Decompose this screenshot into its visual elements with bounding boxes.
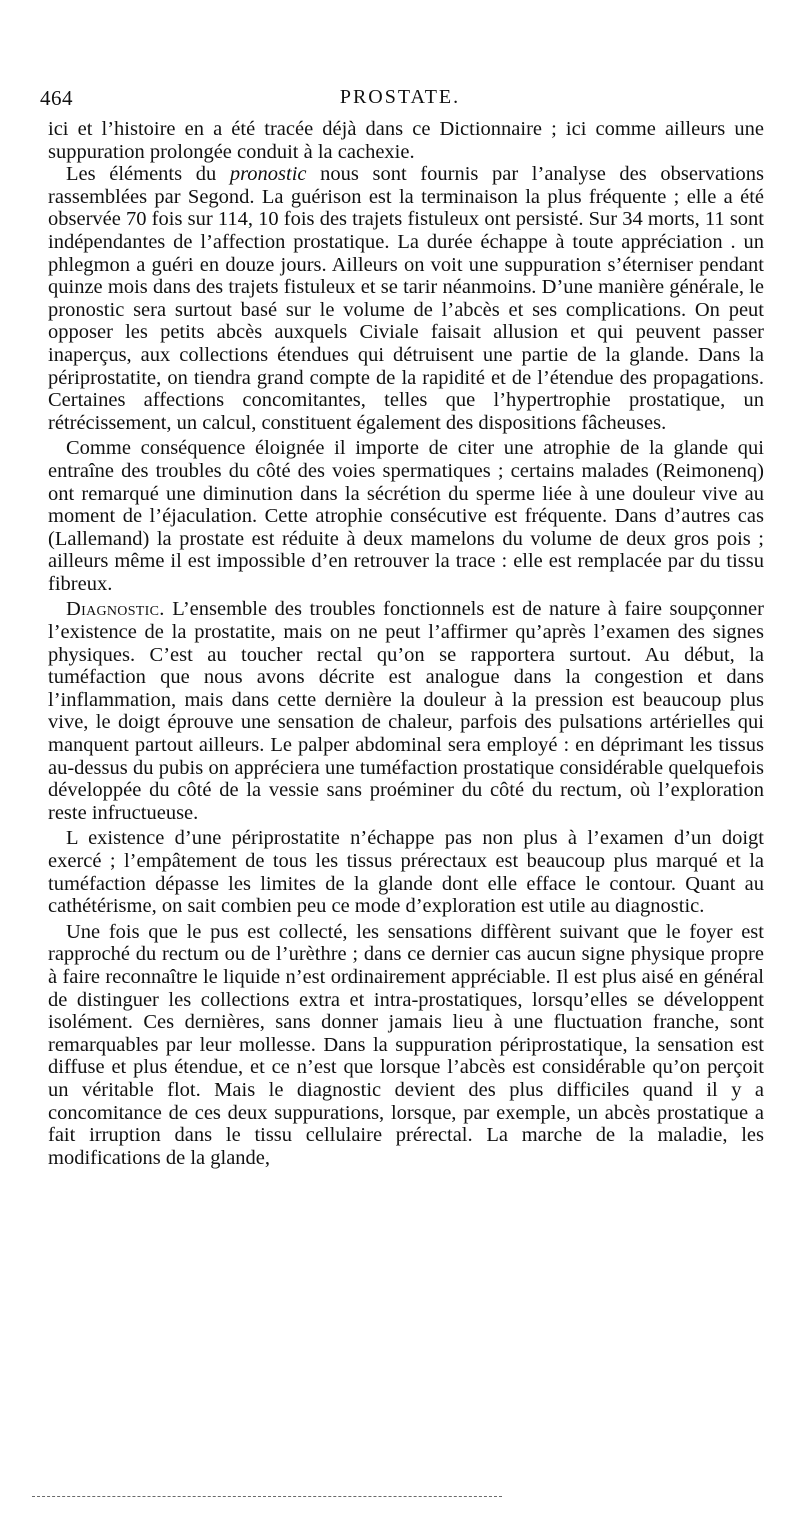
- body-text: [48, 118, 764, 1169]
- paragraph-suppuration: [48, 921, 764, 1170]
- paragraph-text: L existence d’une périprostatite n’échappe pas non plus à l’examen d’un doigt exercé ; l’empâtement de tous les tissus prérectaux est beaucoup plus marqué et la tuméfaction dépasse les limites de la glande dont elle efface le contour. Quant au cathétérisme, on sait combien peu ce mode d’exploration est utile au diagnostic.: [48, 827, 764, 918]
- paragraph-text: Les éléments du: [66, 163, 230, 186]
- paragraph-text: Une fois que le pus est collecté, les sensations diffèrent suivant que le foyer est rapproché du rectum ou de l’urèthre ; dans ce dernier cas aucun signe physique propre à faire reconnaître le liquide n’est ordinairement appréciable. Il est plus aisé en général de distinguer les collections extra et intra-prostatiques, lorsqu’elles se développent isolément. Ces dernières, sans donner jamais lieu à une fluctuation franche, sont remarquables par leur mollesse. Dans la suppuration périprostatique, la sensation est diffuse et plus étendue, et ce n’est que lorsque l’abcès est considérable qu’on perçoit un véritable flot. Mais le diagnostic devient des plus difficiles quand il y a concomitance de ces deux suppurations, lorsque, par exemple, un abcès prostatique a fait irruption dans le tissu cellulaire prérectal. La marche de la maladie, les modifications de la glande,: [48, 920, 764, 1169]
- paragraph-text: nous sont fournis par l’analyse des observations rassemblées par Segond. La guérison est la terminaison la plus fréquente ; elle a été observée 70 fois sur 114, 10 fois des trajets fistuleux ont persisté. Sur 34 morts, 11 sont indépendantes de l’affection prostatique. La durée échappe à toute appréciation . un phlegmon a guéri en douze jours. Ailleurs on voit une suppuration s’éterniser pendant quinze mois dans des trajets fistuleux et se tarir néanmoins. D’une manière générale, le pronostic sera surtout basé sur le volume de l’abcès et ses complications. On peut opposer les petits abcès auxquels Civiale faisait allusion et qui peuvent passer inaperçus, aux collections étendues qui détruisent une partie de la glande. Dans la périprostatite, on tiendra grand compte de la rapidité et de l’étendue des propagations. Certaines affections concomitantes, telles que l’hypertrophie prostatique, un rétrécissement, un calcul, constituent également des dispositions fâcheuses.: [48, 163, 764, 434]
- footer-dashed-rule: [32, 1496, 502, 1497]
- paragraph-periprostatite: [48, 827, 764, 917]
- paragraph-diagnostic: [48, 598, 764, 824]
- page-header: [40, 86, 760, 112]
- section-heading: Diagnostic.: [66, 598, 165, 621]
- running-title: PROSTATE.: [339, 86, 461, 108]
- paragraph-pronostic: [48, 163, 764, 434]
- paragraph-continuation: [48, 118, 764, 163]
- paragraph-text: Comme conséquence éloignée il importe de citer une atrophie de la glande qui entraîne des troubles du côté des voies spermatiques ; certains malades (Reimonenq) ont remarqué une diminution dans la sécrétion du sperme liée à une douleur vive au moment de l’éjaculation. Cette atrophie consécutive est fréquente. Dans d’autres cas (Lallemand) la prostate est réduite à deux mamelons du volume de deux gros pois ; ailleurs même il est impossible d’en retrouver la trace : elle est remplacée par du tissu fibreux.: [48, 437, 764, 595]
- emphasized-term: pronostic: [229, 163, 307, 186]
- paragraph-atrophie: [48, 437, 764, 595]
- paragraph-text: L’ensemble des troubles fonctionnels est de nature à faire soupçonner l’existence de la prostatite, mais on ne peut l’affirmer qu’après l’examen des signes physiques. C’est au toucher rectal qu’on se rapportera surtout. Au début, la tuméfaction que nous avons décrite est analogue dans la congestion et dans l’inflammation, mais dans cette dernière la douleur à la pression est beaucoup plus vive, le doigt éprouve une sensation de chaleur, parfois des pulsations artérielles qui manquent partout ailleurs. Le palper abdominal sera employé : en déprimant les tissus au-dessus du pubis on appréciera une tuméfaction prostatique considérable quelquefois développée du côté de la vessie sans proéminer du côté du rectum, où l’exploration reste infructueuse.: [48, 598, 764, 824]
- paragraph-text: ici et l’histoire en a été tracée déjà dans ce Dictionnaire ; ici comme ailleurs une suppuration prolongée conduit à la cachexie.: [48, 118, 764, 163]
- page-number: 464: [40, 86, 73, 110]
